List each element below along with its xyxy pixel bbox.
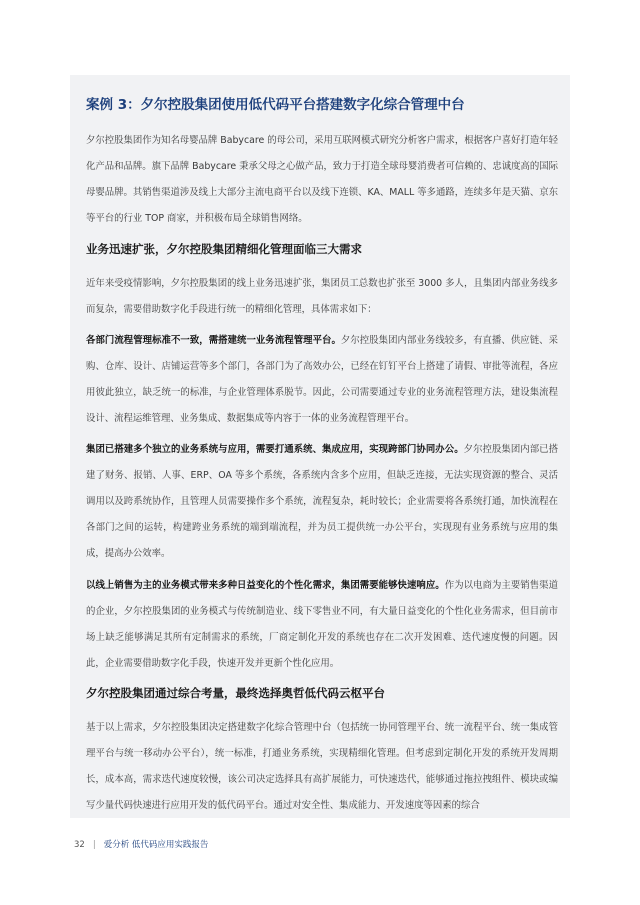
- need-2-lead: 集团已搭建多个独立的业务系统与应用，需要打通系统、集成应用，实现跨部门协同办公。: [86, 444, 464, 455]
- case-intro-paragraph: 夕尔控股集团作为知名母婴品牌 Babycare 的母公司，采用互联网模式研究分析客户需求，根据客户喜好打造年轻化产品和品牌。旗下品牌 Babycare 秉承父母之心做产品，致力于打造全球母婴消费者可信赖的、忠诚度高的国际母婴品牌。其销售渠道涉及线上大部分主流电商平台以及线下连锁、KA、MALL 等多通路，连续多年是天猫、京东等平台的行业 TOP 商家，并积极布局全球销售网络。: [86, 135, 558, 224]
- choice-paragraph: 基于以上需求，夕尔控股集团决定搭建数字化综合管理中台（包括统一协同管理平台、统一流程平台、统一集成管理平台与统一移动办公平台），统一标准，打通业务系统，实现精细化管理。但考虑到定制化开发的系统开发周期长，成本高，需求迭代速度较慢，该公司决定选择具有高扩展能力，可快速迭代，能够通过拖拉拽组件、模块或编写少量代码快速进行应用开发的低代码平台。通过对安全性、集成能力、开发速度等因素的综合: [86, 722, 558, 811]
- needs-intro-paragraph: 近年来受疫情影响，夕尔控股集团的线上业务迅速扩张，集团员工总数也扩张至 3000 多人，且集团内部业务线多而复杂，需要借助数字化手段进行统一的精细化管理，具体需求如下：: [86, 278, 558, 315]
- publication-name: 爱分析 低代码应用实践报告: [103, 840, 209, 850]
- footer-separator: |: [92, 840, 96, 850]
- need-paragraph-1: [86, 328, 558, 432]
- case-title: 案例 3：夕尔控股集团使用低代码平台搭建数字化综合管理中台: [86, 97, 465, 113]
- need-3-lead: 以线上销售为主的业务模式带来多种日益变化的个性化需求，集团需要能够快速响应。: [86, 580, 445, 591]
- section-heading-choice: 夕尔控股集团通过综合考量，最终选择奥哲低代码云枢平台: [86, 686, 385, 700]
- need-2-body: 夕尔控股集团内部已搭建了财务、报销、人事、ERP、OA 等多个系统，各系统内含多个应用，但缺乏连接，无法实现资源的整合、灵活调用以及跨系统协作，且管理人员需要操作多个系统，流程复杂，耗时较长；企业需要将各系统打通，加快流程在各部门之间的运转，构建跨业务系统的端到端流程，并为员工提供统一办公平台，实现现有业务系统与应用的集成，提高办公效率。: [86, 444, 558, 559]
- need-3-body: 作为以电商为主要销售渠道的企业，夕尔控股集团的业务模式与传统制造业、线下零售业不同，有大量日益变化的个性化业务需求，但目前市场上缺乏能够满足其所有定制需求的系统，厂商定制化开发的系统也存在二次开发困难、迭代速度慢的问题。因此，企业需要借助数字化手段，快速开发并更新个性化应用。: [86, 580, 558, 669]
- need-paragraph-2: [86, 437, 558, 567]
- case-study-panel: [70, 75, 570, 818]
- need-1-lead: 各部门流程管理标准不一致，需搭建统一业务流程管理平台。: [86, 335, 341, 346]
- page-number: 32: [74, 840, 85, 850]
- need-1-body: 夕尔控股集团内部业务线较多，有直播、供应链、采购、仓库、设计、店铺运营等多个部门，各部门为了高效办公，已经在钉钉平台上搭建了请假、审批等流程，各应用彼此独立，缺乏统一的标准，与企业管理体系脱节。因此，公司需要通过专业的业务流程管理方法，建设集流程设计、流程运维管理、业务集成、数据集成等内容于一体的业务流程管理平台。: [86, 335, 558, 424]
- need-paragraph-3: [86, 573, 558, 677]
- page-footer: [74, 838, 208, 850]
- section-heading-needs: 业务迅速扩张，夕尔控股集团精细化管理面临三大需求: [86, 242, 362, 256]
